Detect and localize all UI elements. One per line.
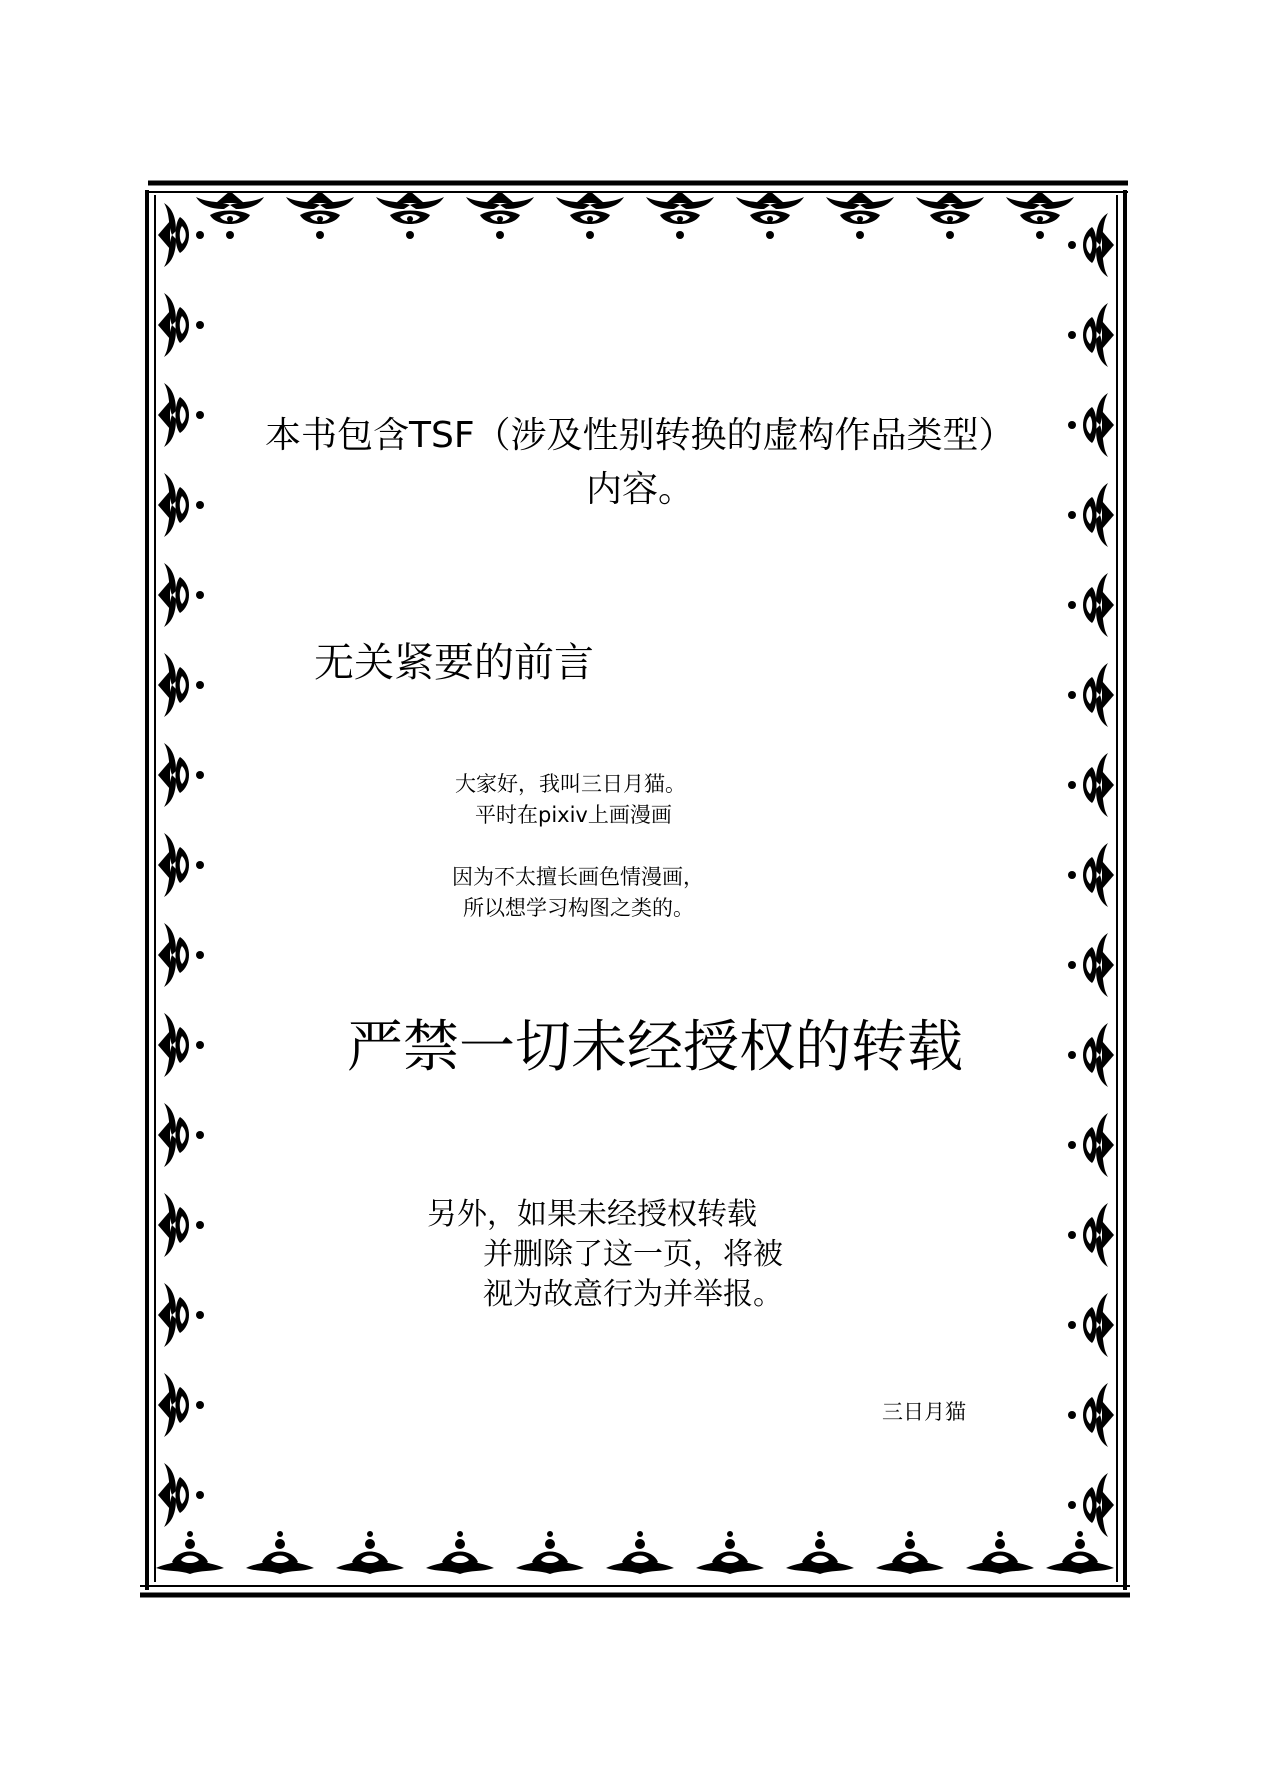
author-signature: 三日月猫 (882, 1400, 966, 1424)
reprint-prohibition-heading: 严禁一切未经授权的转载 (347, 1015, 963, 1080)
frame-lines (140, 183, 1130, 1595)
intro-line-1: 大家好，我叫三日月猫。 (455, 772, 686, 796)
content-notice-line-1: 本书包含TSF（涉及性别转换的虚构作品类型） (265, 415, 1015, 456)
intro-line-2: 平时在pixiv上画漫画 (475, 803, 672, 827)
warning-line-1: 另外，如果未经授权转载 (427, 1197, 757, 1232)
content-notice-line-2: 内容。 (585, 469, 694, 510)
frame-bottom-ornaments (156, 1531, 1114, 1574)
frame-top-ornaments (196, 191, 1074, 239)
frame-left-ornaments (158, 203, 204, 1527)
preface-title: 无关紧要的前言 (314, 640, 594, 686)
frame-right-ornaments (1068, 213, 1114, 1537)
intro-line-4: 所以想学习构图之类的。 (463, 896, 694, 920)
warning-line-3: 视为故意行为并举报。 (483, 1277, 783, 1312)
intro-line-3: 因为不太擅长画色情漫画， (452, 865, 704, 889)
warning-line-2: 并删除了这一页，将被 (483, 1237, 783, 1272)
